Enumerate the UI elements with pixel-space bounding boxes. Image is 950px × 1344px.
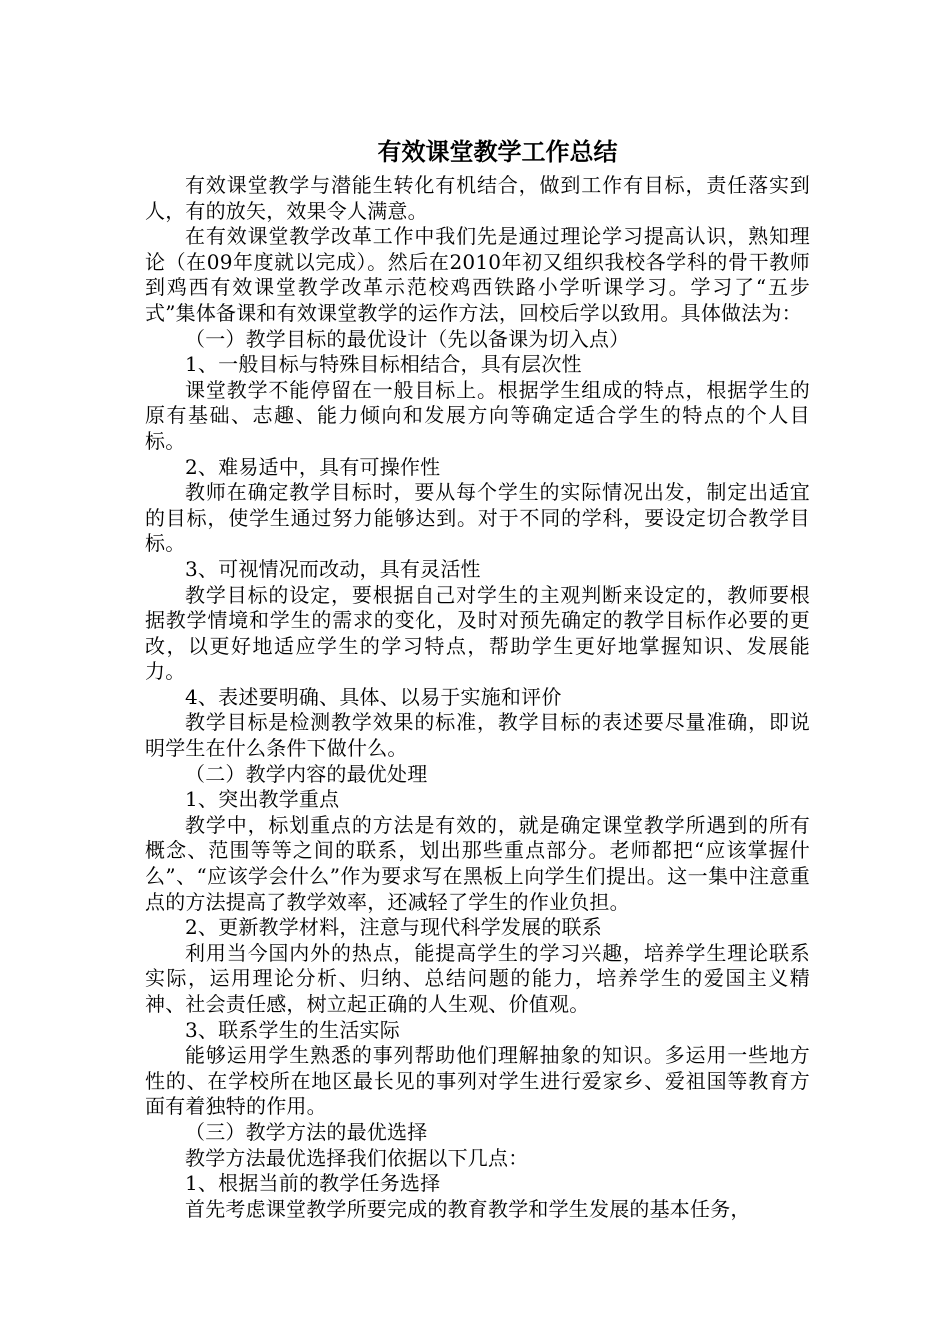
paragraph: 教学中，标划重点的方法是有效的，就是确定课堂教学所遇到的所有概念、范围等等之间的联系，划出那些重点部分。老师都把“应该掌握什么”、“应该学会什么”作为要求写在黑板上向学生们提出。这一集中注意重点的方法提高了教学效率，还减轻了学生的作业负担。	[145, 812, 810, 914]
document-body	[145, 135, 810, 1222]
document-title: 有效课堂教学工作总结	[377, 137, 618, 166]
section-heading: （二）教学内容的最优处理	[185, 761, 428, 786]
paragraph: 在有效课堂教学改革工作中我们先是通过理论学习提高认识，熟知理论（在09年度就以完成）。然后在2010年初又组织我校各学科的骨干教师到鸡西有效课堂教学改革示范校鸡西铁路小学听课学习。学习了“五步式”集体备课和有效课堂教学的运作方法，回校后学以致用。具体做法为：	[145, 224, 810, 325]
paragraph: 课堂教学不能停留在一般目标上。根据学生组成的特点，根据学生的原有基础、志趣、能力倾向和发展方向等确定适合学生的特点的个人目标。	[145, 377, 810, 453]
subheading: 2、难易适中，具有可操作性	[185, 454, 441, 479]
paragraph: 教学目标是检测教学效果的标准，教学目标的表述要尽量准确，即说明学生在什么条件下做什么。	[145, 710, 810, 761]
subheading: 1、根据当前的教学任务选择	[185, 1171, 441, 1196]
subheading: 3、联系学生的生活实际	[185, 1017, 400, 1042]
subheading: 2、更新教学材料，注意与现代科学发展的联系	[185, 915, 602, 940]
subheading: 1、一般目标与特殊目标相结合，具有层次性	[185, 352, 582, 377]
section-heading: （三）教学方法的最优选择	[185, 1119, 428, 1144]
paragraph: 教学方法最优选择我们依据以下几点：	[185, 1145, 529, 1170]
paragraph: 利用当今国内外的热点，能提高学生的学习兴趣，培养学生理论联系实际，运用理论分析、归纳、总结问题的能力，培养学生的爱国主义精神、社会责任感，树立起正确的人生观、价值观。	[145, 940, 810, 1016]
subheading: 4、表述要明确、具体、以易于实施和评价	[185, 684, 562, 709]
paragraph: 能够运用学生熟悉的事列帮助他们理解抽象的知识。多运用一些地方性的、在学校所在地区最长见的事列对学生进行爱家乡、爱祖国等教育方面有着独特的作用。	[145, 1043, 810, 1119]
section-heading: （一）教学目标的最优设计（先以备课为切入点）	[185, 326, 630, 351]
paragraph: 有效课堂教学与潜能生转化有机结合，做到工作有目标，责任落实到人，有的放矢，效果令人满意。	[145, 173, 810, 223]
paragraph: 教学目标的设定，要根据自己对学生的主观判断来设定的，教师要根据教学情境和学生的需求的变化，及时对预先确定的教学目标作必要的更改，以更好地适应学生的学习特点，帮助学生更好地掌握知识、发展能力。	[145, 582, 810, 684]
subheading: 1、突出教学重点	[185, 787, 340, 812]
paragraph: 教师在确定教学目标时，要从每个学生的实际情况出发，制定出适宜的目标，使学生通过努力能够达到。对于不同的学科，要设定切合教学目标。	[145, 480, 810, 556]
subheading: 3、可视情况而改动，具有灵活性	[185, 556, 481, 581]
paragraph: 首先考虑课堂教学所要完成的教育教学和学生发展的基本任务，	[185, 1196, 751, 1221]
